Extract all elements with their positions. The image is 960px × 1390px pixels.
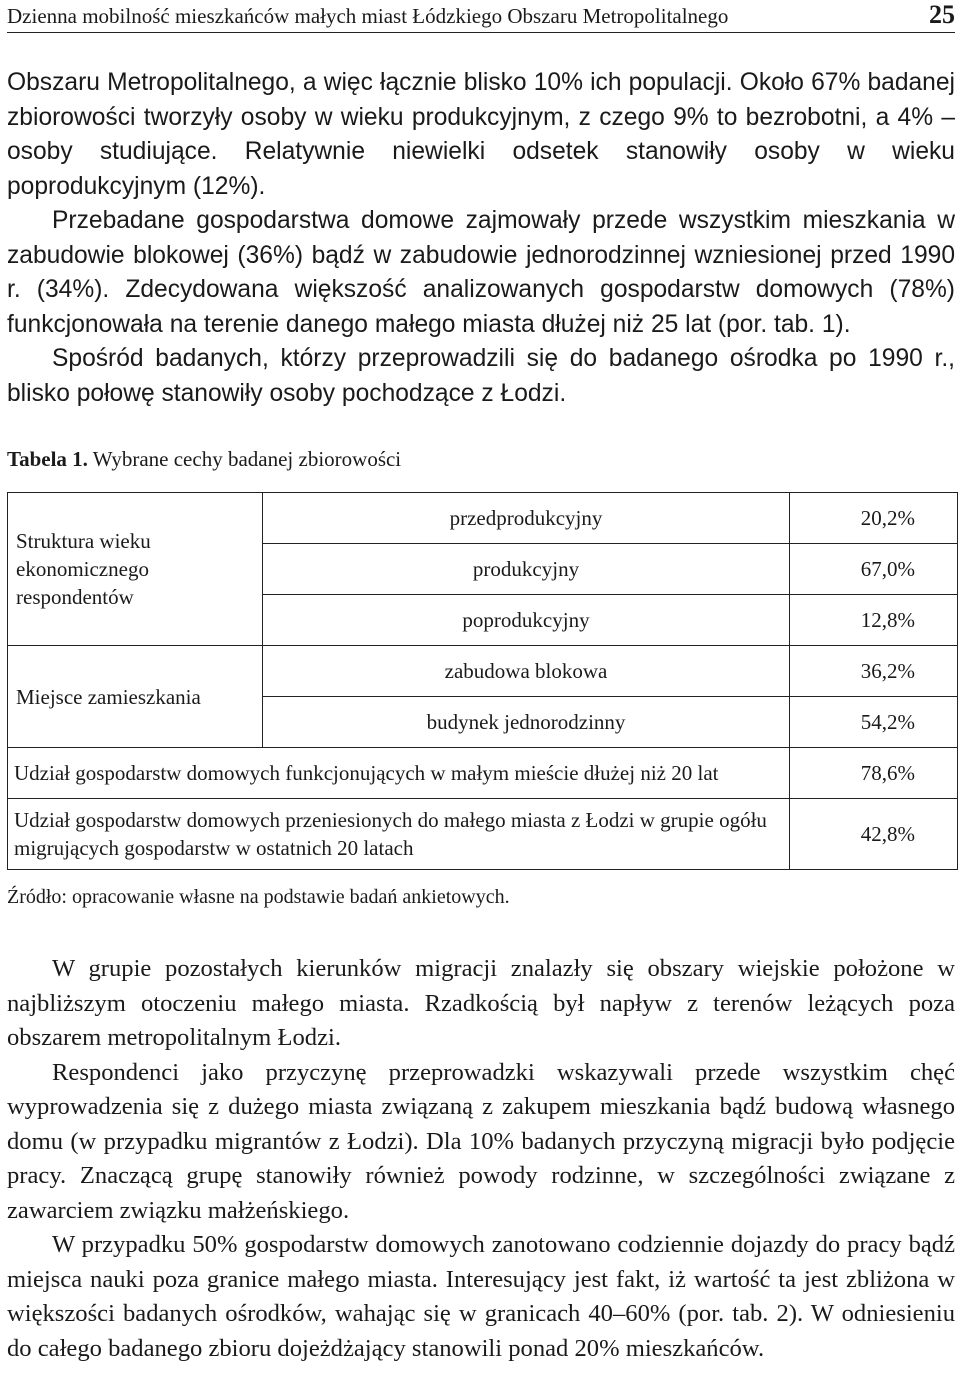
paragraph: Respondenci jako przyczynę przeprowadzki wskazywali przede wszystkim chęć wyprowadzenia się z dużego miasta związaną z zakupem mieszkania bądź budową własnego domu (w przypadku migrantów z Łodzi). Dla 10% badanych przyczyną migracji było podjęcie pracy. Znaczącą grupę stanowiły również powody rodzinne, w szczególności związane z zawarciem związku małżeńskiego. [7,1058,955,1224]
table-caption-label: Tabela 1. [7,447,88,471]
value-cell: 36,2% [790,646,958,697]
table-row [8,646,958,697]
paragraph: Obszaru Metropolitalnego, a więc łącznie blisko 10% ich populacji. Około 67% badanej zbiorowości tworzyły osoby w wieku produkcyjnym, z czego 9% to bezrobotni, a 4% – osoby studiujące. Relatywnie niewielki odsetek stanowiły osoby w wieku poprodukcyjnym (12%). [7,69,955,200]
subcategory-cell: budynek jednorodzinny [263,697,790,748]
running-header [7,2,955,33]
value-cell: 42,8% [790,799,958,870]
intro-text [7,66,955,411]
value-cell: 78,6% [790,748,958,799]
value-cell: 67,0% [790,544,958,595]
table-row [8,748,958,799]
subcategory-cell: przedprodukcyjny [263,493,790,544]
paragraph: W przypadku 50% gospodarstw domowych zanotowano codziennie dojazdy do pracy bądź miejsca nauki poza granice małego miasta. Interesujący jest fakt, iż wartość ta jest zbliżona w większości badanych ośrodków, wahając się w granicach 40–60% (por. tab. 2). W odniesieniu do całego badanego zbioru dojeżdżający stanowili ponad 20% mieszkańców. [7,1231,955,1362]
value-cell: 20,2% [790,493,958,544]
table-caption-text: Wybrane cechy badanej zbiorowości [92,447,402,471]
subcategory-cell: produkcyjny [263,544,790,595]
wide-label-cell: Udział gospodarstw domowych funkcjonujących w małym mieście dłużej niż 20 lat [8,748,790,799]
value-cell: 12,8% [790,595,958,646]
paragraph: Spośród badanych, którzy przeprowadzili się do badanego ośrodka po 1990 r., blisko połowę stanowiły osoby pochodzące z Łodzi. [7,345,955,407]
value-cell: 54,2% [790,697,958,748]
subcategory-cell: zabudowa blokowa [263,646,790,697]
paragraph: W grupie pozostałych kierunków migracji znalazły się obszary wiejskie położone w najbliższym otoczeniu małego miasta. Rzadkością był napływ z terenów leżących poza obszarem metropolitalnym Łodzi. [7,955,955,1051]
table-caption [7,447,401,472]
wide-label-cell: Udział gospodarstw domowych przeniesionych do małego miasta z Łodzi w grupie ogółu migrujących gospodarstw w ostatnich 20 latach [8,799,790,870]
closing-text [7,952,955,1366]
header-title: Dzienna mobilność mieszkańców małych miast Łódzkiego Obszaru Metropolitalnego [7,4,729,28]
paragraph: Przebadane gospodarstwa domowe zajmowały przede wszystkim mieszkania w zabudowie blokowej (36%) bądź w zabudowie jednorodzinnej wzniesionej przed 1990 r. (34%). Zdecydowana większość analizowanych gospodarstw domowych (78%) funkcjonowała na terenie danego małego miasta dłużej niż 25 lat (por. tab. 1). [7,207,955,338]
data-table [7,492,958,870]
page-number: 25 [929,0,955,29]
category-cell: Miejsce zamieszkania [8,646,263,748]
subcategory-cell: poprodukcyjny [263,595,790,646]
category-cell: Struktura wieku ekonomicznego respondentów [8,493,263,646]
table-row [8,493,958,544]
table-row [8,799,958,870]
table-source: Źródło: opracowanie własne na podstawie badań ankietowych. [7,886,510,908]
